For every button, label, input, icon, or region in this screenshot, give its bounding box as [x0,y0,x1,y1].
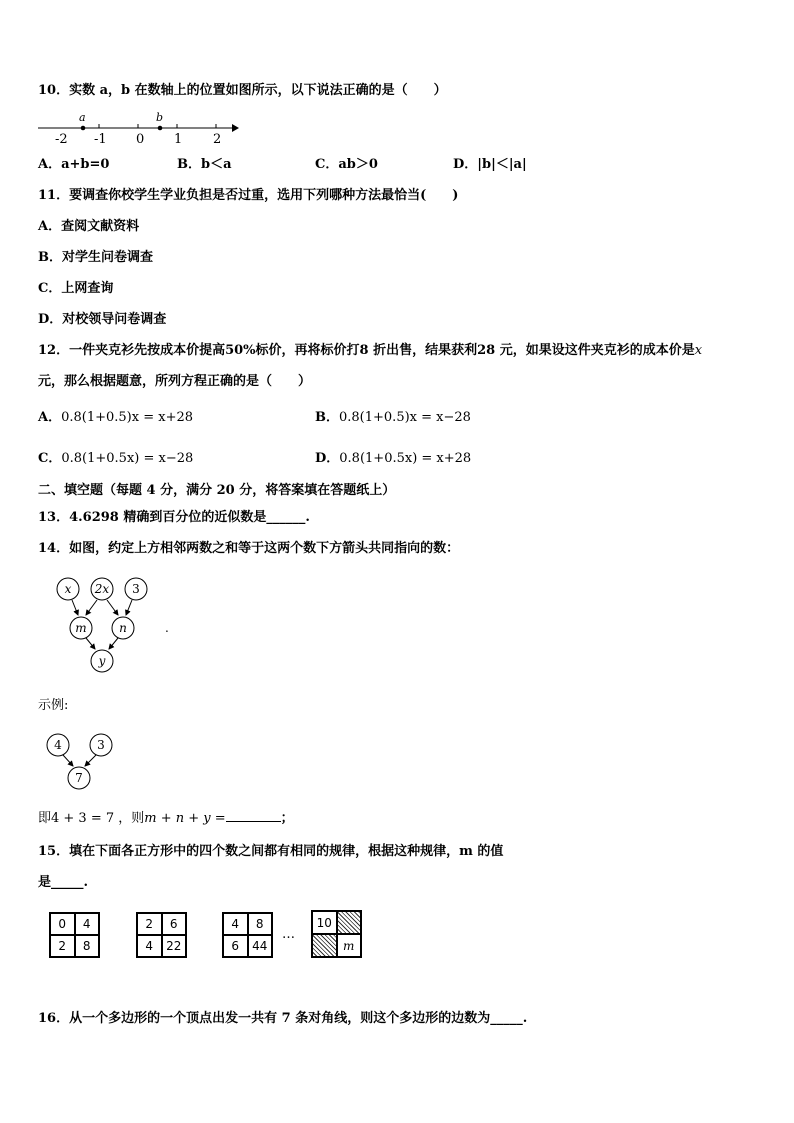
label-b: b [156,111,164,124]
q10-option-d: D．|b|＜|a| [453,157,527,172]
node-mid-2: n [119,621,127,635]
example-top-2: 3 [97,738,105,752]
tick-label: 2 [213,132,222,147]
q11-option-a: A．查阅文献资料 [38,219,140,234]
node-bottom: y [98,654,106,668]
square-3: 4 8 6 44 [222,912,273,958]
q14-expression: m + n + y = [144,811,226,826]
tick-label: -1 [94,132,107,147]
number-line [36,108,241,150]
q11-option-d: D．对校领导问卷调查 [38,312,167,327]
square-1: 0 4 2 8 [49,912,100,958]
tick-label: 1 [174,132,183,147]
q11-stem: 11．要调查你校学生学业负担是否过重，选用下列哪种方法最恰当( ) [38,188,459,203]
answer-blank [226,821,281,822]
q12-option-a: A．0.8(1+0.5)x = x+28 [38,410,194,425]
q10-stem: 10．实数 a，b 在数轴上的位置如图所示，以下说法正确的是（ ） [38,83,447,98]
example-top-1: 4 [54,738,62,752]
q14-stem: 14．如图，约定上方相邻两数之和等于这两个数下方箭头共同指向的数： [38,541,460,556]
square-2: 2 6 4 22 [136,912,187,958]
q11-option-c: C．上网查询 [38,281,114,296]
q10-option-c: C．ab＞0 [315,157,378,172]
q15-stem-2: 是_____. [38,875,89,890]
example-bottom: 7 [75,771,83,785]
q12-stem-1: 12．一件夹克衫先按成本价提高50%标价，再将标价打8 折出售，结果获利28 元，如果设这件夹克衫的成本价是x [38,343,703,358]
q12-option-b: B．0.8(1+0.5)x = x−28 [315,410,471,425]
node-top-3: 3 [132,582,140,596]
q14-example-diagram [40,732,120,792]
section-heading: 二、填空题（每题 4 分，满分 20 分，将答案填在答题纸上） [38,483,396,498]
ellipsis: … [282,927,295,942]
q12-option-d: D．0.8(1+0.5x) = x+28 [315,451,472,466]
node-top-1: x [64,582,72,596]
q12-var: x [694,343,703,358]
node-top-2: 2x [94,582,110,596]
example-label: 示例: [38,698,69,713]
q11-option-b: B．对学生问卷调查 [38,250,153,265]
q14-tail: 即4 + 3 = 7 ，则m + n + y = ； [38,811,294,826]
point-b [158,126,163,131]
diagram-period: . [165,621,169,635]
q15-stem-1: 15．填在下面各正方形中的四个数之间都有相同的规律，根据这种规律，m 的值 [38,844,504,859]
point-a [81,126,86,131]
q10-option-a: A．a+b=0 [38,157,110,172]
tick-label: 0 [136,132,145,147]
q13-stem: 13．4.6298 精确到百分位的近似数是______. [38,510,310,525]
node-mid-1: m [75,621,87,635]
q14-diagram [50,575,180,675]
q16-stem: 16．从一个多边形的一个顶点出发一共有 7 条对角线，则这个多边形的边数为_____. [38,1011,528,1026]
square-4: 10 m [311,910,362,958]
q12-stem-2: 元，那么根据题意，所列方程正确的是（ ） [38,374,312,389]
tick-label: -2 [55,132,68,147]
label-a: a [79,111,86,124]
q12-option-c: C．0.8(1+0.5x) = x−28 [38,451,194,466]
q10-option-b: B．b＜a [177,157,232,172]
